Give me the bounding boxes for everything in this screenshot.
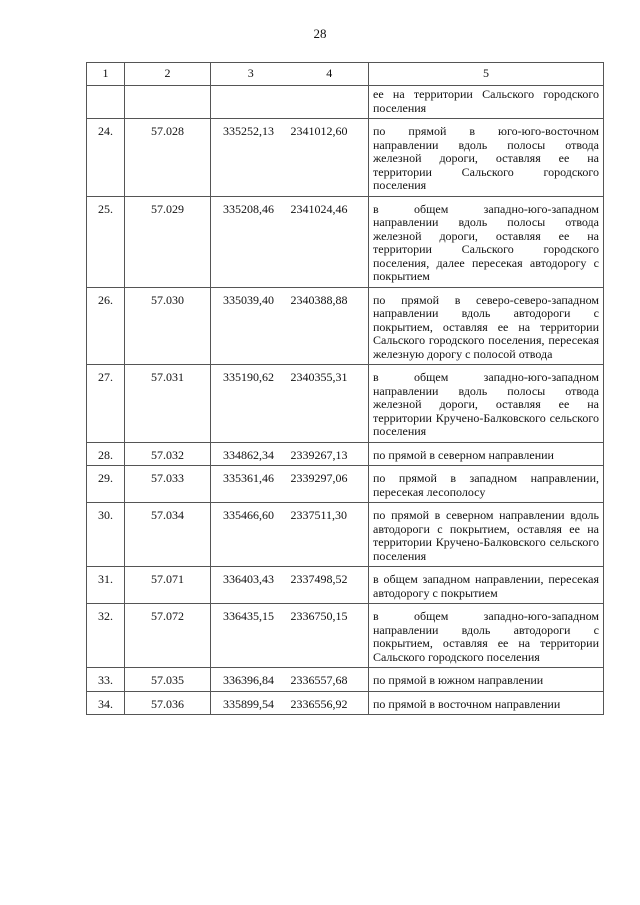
coordinate-x: 335899,54 bbox=[211, 691, 291, 715]
table-row bbox=[87, 196, 604, 287]
point-id: 57.033 bbox=[125, 466, 211, 503]
table-row bbox=[87, 119, 604, 197]
boundary-description: по прямой в восточном направлении bbox=[369, 691, 604, 715]
row-number: 29. bbox=[87, 466, 125, 503]
table-row bbox=[87, 86, 604, 119]
boundary-description: ее на территории Сальского городского поселения bbox=[369, 86, 604, 119]
coordinate-y: 2340355,31 bbox=[291, 365, 369, 443]
row-number: 26. bbox=[87, 287, 125, 365]
table-body bbox=[87, 86, 604, 715]
coordinate-y: 2341012,60 bbox=[291, 119, 369, 197]
point-id: 57.030 bbox=[125, 287, 211, 365]
boundary-description: по прямой в северном направлении вдоль автодороги с покрытием, оставляя ее на территории Кручено-Балковского сельского поселения bbox=[369, 503, 604, 567]
coordinate-y: 2336750,15 bbox=[291, 604, 369, 668]
table-row bbox=[87, 365, 604, 443]
boundary-description: по прямой в северном направлении bbox=[369, 442, 604, 466]
point-id: 57.029 bbox=[125, 196, 211, 287]
coordinate-y: 2341024,46 bbox=[291, 196, 369, 287]
point-id: 57.071 bbox=[125, 567, 211, 604]
table-row bbox=[87, 287, 604, 365]
boundary-table bbox=[86, 62, 604, 715]
boundary-description: в общем западном направлении, пересекая автодорогу с покрытием bbox=[369, 567, 604, 604]
coordinate-x: 336435,15 bbox=[211, 604, 291, 668]
coordinate-x: 335361,46 bbox=[211, 466, 291, 503]
coordinate-x: 334862,34 bbox=[211, 442, 291, 466]
boundary-description: по прямой в северо-северо-западном направлении вдоль автодороги с покрытием, оставляя ее на территории Сальского городского поселения, пересекая железную дорогу с полосой отвода bbox=[369, 287, 604, 365]
table-row bbox=[87, 691, 604, 715]
row-number bbox=[87, 86, 125, 119]
coordinate-x: 336403,43 bbox=[211, 567, 291, 604]
column-header-2: 2 bbox=[125, 63, 211, 86]
coordinate-y: 2337511,30 bbox=[291, 503, 369, 567]
point-id: 57.035 bbox=[125, 668, 211, 692]
coordinate-x: 335039,40 bbox=[211, 287, 291, 365]
coordinate-x: 335252,13 bbox=[211, 119, 291, 197]
column-header-3: 3 bbox=[211, 63, 291, 86]
table-row bbox=[87, 604, 604, 668]
boundary-description: по прямой в западном направлении, пересекая лесополосу bbox=[369, 466, 604, 503]
coordinate-x: 335190,62 bbox=[211, 365, 291, 443]
page-number: 28 bbox=[313, 26, 327, 41]
point-id: 57.034 bbox=[125, 503, 211, 567]
row-number: 27. bbox=[87, 365, 125, 443]
row-number: 30. bbox=[87, 503, 125, 567]
column-header-4: 4 bbox=[291, 63, 369, 86]
coordinate-y: 2340388,88 bbox=[291, 287, 369, 365]
point-id: 57.032 bbox=[125, 442, 211, 466]
coordinate-y: 2339297,06 bbox=[291, 466, 369, 503]
row-number: 24. bbox=[87, 119, 125, 197]
boundary-description: по прямой в южном направлении bbox=[369, 668, 604, 692]
table-row bbox=[87, 503, 604, 567]
point-id: 57.036 bbox=[125, 691, 211, 715]
row-number: 32. bbox=[87, 604, 125, 668]
table-row bbox=[87, 567, 604, 604]
coordinate-x: 335466,60 bbox=[211, 503, 291, 567]
table-row bbox=[87, 668, 604, 692]
boundary-description: в общем западно-юго-западном направлении вдоль автодороги с покрытием, оставляя ее на территории Сальского городского поселения bbox=[369, 604, 604, 668]
row-number: 33. bbox=[87, 668, 125, 692]
point-id: 57.072 bbox=[125, 604, 211, 668]
coordinate-y: 2337498,52 bbox=[291, 567, 369, 604]
boundary-description: в общем западно-юго-западном направлении вдоль полосы отвода железной дороги, оставляя ее на территории Сальского городского поселения, далее пересекая автодорогу с покрытием bbox=[369, 196, 604, 287]
coordinate-y: 2336557,68 bbox=[291, 668, 369, 692]
point-id bbox=[125, 86, 211, 119]
row-number: 34. bbox=[87, 691, 125, 715]
coordinate-x bbox=[211, 86, 291, 119]
coordinate-y bbox=[291, 86, 369, 119]
point-id: 57.031 bbox=[125, 365, 211, 443]
column-header-5: 5 bbox=[369, 63, 604, 86]
table-row bbox=[87, 466, 604, 503]
boundary-description: по прямой в юго-юго-восточном направлении вдоль полосы отвода железной дороги, оставляя ее на территории Сальского городского поселения bbox=[369, 119, 604, 197]
coordinate-y: 2339267,13 bbox=[291, 442, 369, 466]
column-header-1: 1 bbox=[87, 63, 125, 86]
table-row bbox=[87, 442, 604, 466]
row-number: 28. bbox=[87, 442, 125, 466]
point-id: 57.028 bbox=[125, 119, 211, 197]
table-header-row bbox=[87, 63, 604, 86]
row-number: 25. bbox=[87, 196, 125, 287]
coordinate-y: 2336556,92 bbox=[291, 691, 369, 715]
boundary-description: в общем западно-юго-западном направлении вдоль полосы отвода железной дороги, оставляя ее на территории Кручено-Балковского сельского поселения bbox=[369, 365, 604, 443]
coordinate-x: 335208,46 bbox=[211, 196, 291, 287]
row-number: 31. bbox=[87, 567, 125, 604]
coordinate-x: 336396,84 bbox=[211, 668, 291, 692]
